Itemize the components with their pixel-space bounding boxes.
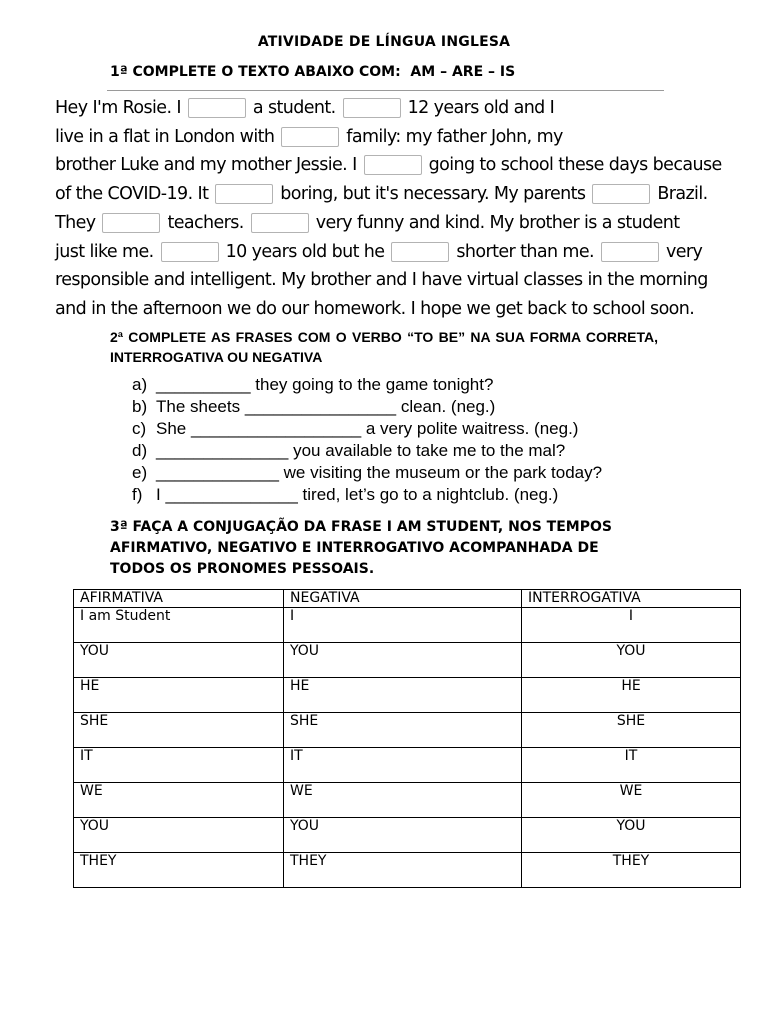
table-row [74, 853, 741, 888]
exercise-sentence: __________ they going to the game tonight? [156, 375, 494, 394]
conjugation-table [73, 589, 741, 888]
paragraph-text: brother Luke and my mother Jessie. I [55, 155, 357, 176]
negativa-cell[interactable]: HE [284, 678, 522, 713]
interrogativa-cell[interactable]: IT [522, 748, 741, 783]
afirmativa-cell[interactable]: YOU [74, 818, 284, 853]
table-row [74, 608, 741, 643]
answer-blank-box[interactable] [391, 242, 449, 262]
interrogativa-cell[interactable]: YOU [522, 643, 741, 678]
column-header-interrogativa: INTERROGATIVA [522, 590, 741, 608]
negativa-cell[interactable]: THEY [284, 853, 522, 888]
paragraph-text: shorter than me. [456, 241, 594, 262]
answer-blank-box[interactable] [102, 213, 160, 233]
paragraph-line [55, 266, 708, 295]
exercise-item [132, 484, 602, 506]
afirmativa-cell[interactable]: HE [74, 678, 284, 713]
exercise-sentence: She __________________ a very polite waitress. (neg.) [156, 419, 579, 438]
afirmativa-cell[interactable]: YOU [74, 643, 284, 678]
exercise-item [132, 440, 602, 462]
answer-blank-box[interactable] [364, 155, 422, 175]
paragraph-text: Brazil. [657, 184, 708, 205]
paragraph-text: live in a flat in London with [55, 126, 275, 147]
exercise-sentence: I ______________ tired, let’s go to a nightclub. (neg.) [156, 485, 559, 504]
paragraph-text: They [55, 212, 96, 233]
table-row [74, 678, 741, 713]
exercise-item [132, 374, 602, 396]
answer-blank-box[interactable] [161, 242, 219, 262]
paragraph-line [55, 151, 722, 180]
exercise-sentence: The sheets ________________ clean. (neg.) [156, 397, 496, 416]
paragraph-text: Hey I'm Rosie. I [55, 98, 181, 118]
interrogativa-cell[interactable]: THEY [522, 853, 741, 888]
column-header-negativa: NEGATIVA [284, 590, 522, 608]
negativa-cell[interactable]: I [284, 608, 522, 643]
page-title: ATIVIDADE DE LÍNGUA INGLESA [257, 34, 511, 50]
negativa-cell[interactable]: WE [284, 783, 522, 818]
answer-blank-box[interactable] [592, 184, 650, 204]
paragraph-line [55, 180, 708, 209]
paragraph-text: teachers. [167, 212, 244, 233]
section3-heading: 3ª FAÇA A CONJUGAÇÃO DA FRASE I AM STUDENT, NOS TEMPOS AFIRMATIVO, NEGATIVO E INTERROGATIVO ACOMPANHADA DE TODOS OS PRONOMES PESSOAIS. [110, 519, 612, 577]
exercise-item [132, 396, 602, 418]
table-row [74, 818, 741, 853]
exercise-list [132, 374, 602, 506]
answer-blank-box[interactable] [343, 98, 401, 118]
answer-blank-box[interactable] [281, 127, 339, 147]
interrogativa-cell[interactable]: HE [522, 678, 741, 713]
paragraph-line [55, 94, 554, 123]
paragraph-text: 10 years old but he [225, 241, 385, 262]
paragraph-text: going to school these days because [428, 155, 722, 176]
paragraph-line [55, 209, 680, 238]
answer-blank-box[interactable] [188, 98, 246, 118]
exercise-label: f) [132, 485, 143, 504]
exercise-sentence: ______________ you available to take me to the mal? [156, 441, 566, 460]
table-row [74, 713, 741, 748]
paragraph-text: 12 years old and I [407, 98, 555, 118]
paragraph-line [55, 238, 702, 267]
exercise-label: c) [132, 419, 147, 438]
exercise-label: a) [132, 375, 148, 394]
answer-blank-box[interactable] [601, 242, 659, 262]
negativa-cell[interactable]: YOU [284, 818, 522, 853]
table-header-row [74, 590, 741, 608]
interrogativa-cell[interactable]: YOU [522, 818, 741, 853]
paragraph-text: responsible and intelligent. My brother and I have virtual classes in the morning [55, 270, 708, 291]
interrogativa-cell[interactable]: I [522, 608, 741, 643]
exercise-sentence: _____________ we visiting the museum or the park today? [156, 463, 603, 482]
paragraph-text: boring, but it's necessary. My parents [280, 184, 586, 205]
interrogativa-cell[interactable]: WE [522, 783, 741, 818]
negativa-cell[interactable]: IT [284, 748, 522, 783]
answer-blank-box[interactable] [215, 184, 273, 204]
exercise-item [132, 418, 602, 440]
afirmativa-cell[interactable]: WE [74, 783, 284, 818]
negativa-cell[interactable]: YOU [284, 643, 522, 678]
exercise-label: d) [132, 441, 148, 460]
paragraph-line [55, 295, 694, 324]
divider [107, 90, 664, 91]
section1-heading: 1ª COMPLETE O TEXTO ABAIXO COM: AM – ARE – IS [110, 64, 516, 80]
paragraph-text: family: my father John, my [346, 126, 563, 147]
afirmativa-cell[interactable]: IT [74, 748, 284, 783]
paragraph-text: very funny and kind. My brother is a student [315, 212, 680, 233]
answer-blank-box[interactable] [251, 213, 309, 233]
table-row [74, 783, 741, 818]
exercise-item [132, 462, 602, 484]
paragraph-text: of the COVID-19. It [55, 184, 209, 205]
paragraph-text: a student. [252, 98, 336, 118]
table-row [74, 643, 741, 678]
paragraph-text: just like me. [55, 241, 154, 262]
table-row [74, 748, 741, 783]
paragraph-line [55, 123, 563, 152]
column-header-afirmativa: AFIRMATIVA [74, 590, 284, 608]
afirmativa-cell[interactable]: I am Student [74, 608, 284, 643]
negativa-cell[interactable]: SHE [284, 713, 522, 748]
afirmativa-cell[interactable]: SHE [74, 713, 284, 748]
paragraph-text: and in the afternoon we do our homework. I hope we get back to school soon. [55, 298, 695, 319]
section2-heading: 2ª COMPLETE AS FRASES COM O VERBO “TO BE” NA SUA FORMA CORRETA, INTERROGATIVA OU NEGATIVA [110, 329, 658, 365]
paragraph-text: very [665, 241, 703, 262]
afirmativa-cell[interactable]: THEY [74, 853, 284, 888]
exercise-label: b) [132, 397, 148, 416]
interrogativa-cell[interactable]: SHE [522, 713, 741, 748]
exercise-label: e) [132, 463, 148, 482]
